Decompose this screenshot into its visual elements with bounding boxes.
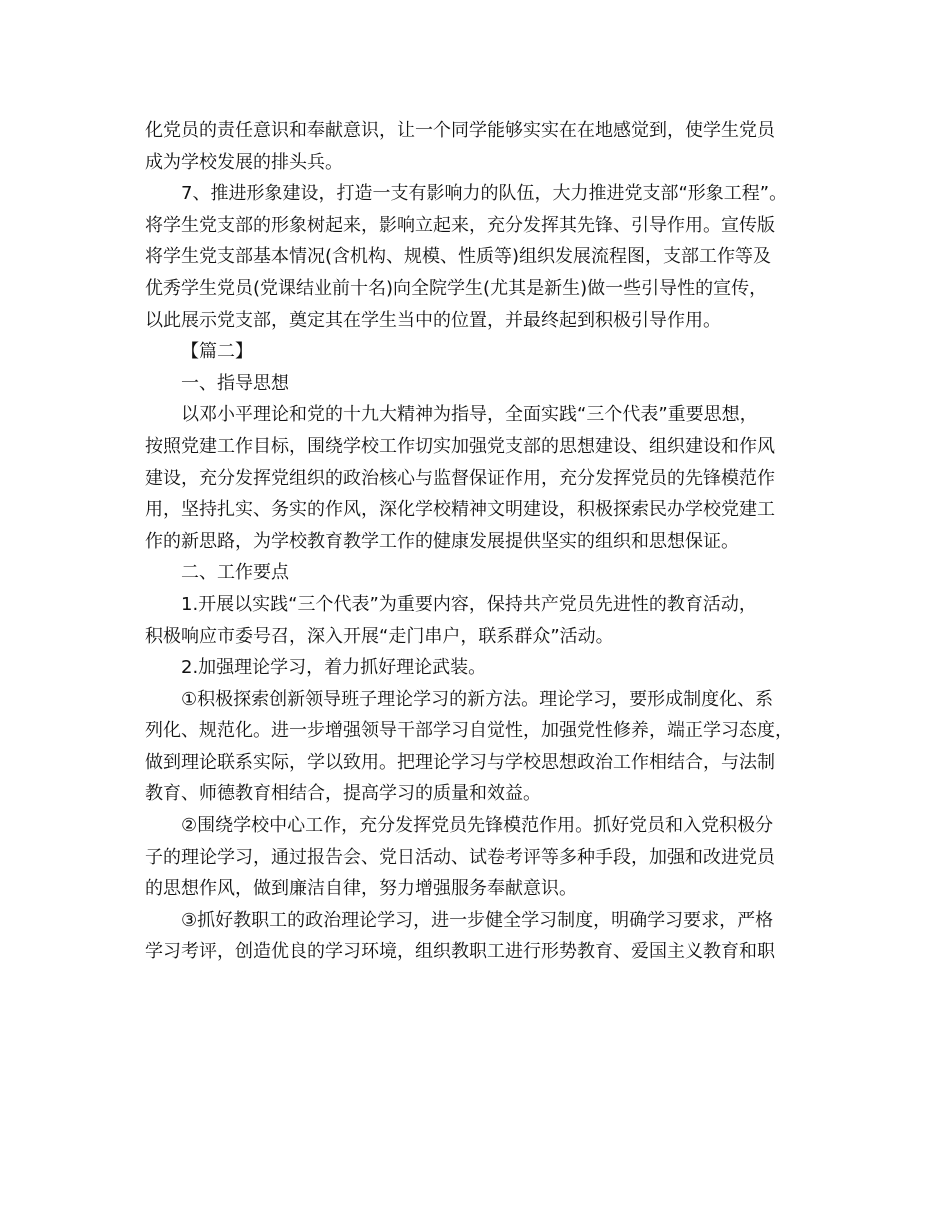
text-line: 子的理论学习，通过报告会、党日活动、试卷考评等多种手段，加强和改进党员 bbox=[145, 846, 775, 868]
paragraph-points-heading bbox=[145, 557, 810, 589]
text-line: 二、工作要点 bbox=[181, 562, 289, 584]
text-line: 将学生党支部基本情况(含机构、规模、性质等)组织发展流程图，支部工作等及 bbox=[145, 246, 772, 268]
text-line: 化党员的责任意识和奉献意识，让一个同学能够实实在在地感觉到，使学生党员 bbox=[145, 120, 775, 141]
text-line: 列化、规范化。进一步增强领导干部学习自觉性，加强党性修养，端正学习态度， bbox=[145, 720, 793, 742]
text-line: 的思想作风，做到廉洁自律，努力增强服务奉献意识。 bbox=[145, 878, 577, 900]
text-line: 以邓小平理论和党的十九大精神为指导，全面实践“三个代表”重要思想， bbox=[181, 404, 758, 426]
text-line: 2.加强理论学习，着力抓好理论武装。 bbox=[181, 657, 487, 679]
paragraph-point2 bbox=[145, 652, 810, 684]
text-line: 以此展示党支部，奠定其在学生当中的位置，并最终起到积极引导作用。 bbox=[145, 309, 721, 331]
text-line: 学习考评，创造优良的学习环境，组织教职工进行形势教育、爱国主义教育和职 bbox=[145, 941, 775, 963]
text-line: ②围绕学校中心工作，充分发挥党员先锋模范作用。抓好党员和入党积极分 bbox=[181, 815, 774, 837]
text-line: 一、指导思想 bbox=[181, 372, 289, 394]
text-line: 【篇二】 bbox=[181, 341, 253, 363]
text-line: 成为学校发展的排头兵。 bbox=[145, 151, 343, 173]
paragraph-sub2 bbox=[145, 810, 810, 905]
paragraph-7 bbox=[145, 178, 810, 336]
text-line: 将学生党支部的形象树起来，影响立起来，充分发挥其先锋、引导作用。宣传版 bbox=[145, 214, 775, 236]
text-line: 建设，充分发挥党组织的政治核心与监督保证作用，充分发挥党员的先锋模范作 bbox=[145, 467, 775, 489]
text-line: 做到理论联系实际，学以致用。把理论学习与学校思想政治工作相结合，与法制 bbox=[145, 751, 775, 773]
text-line: 优秀学生党员(党课结业前十名)向全院学生(尤其是新生)做一些引导性的宣传， bbox=[145, 277, 768, 299]
text-line: 积极响应市委号召，深入开展“走门串户，联系群众”活动。 bbox=[145, 625, 614, 647]
text-line: ③抓好教职工的政治理论学习，进一步健全学习制度，明确学习要求，严格 bbox=[181, 909, 774, 931]
paragraph-guide-heading bbox=[145, 368, 810, 400]
paragraph-sub3 bbox=[145, 905, 810, 968]
paragraph-continued bbox=[145, 115, 810, 178]
text-line: 按照党建工作目标，围绕学校工作切实加强党支部的思想建设、组织建设和作风 bbox=[145, 435, 775, 457]
text-line: 用，坚持扎实、务实的作风，深化学校精神文明建设，积极探索民办学校党建工 bbox=[145, 499, 775, 521]
paragraph-point1 bbox=[145, 589, 810, 652]
text-line: ①积极探索创新领导班子理论学习的新方法。理论学习，要形成制度化、系 bbox=[181, 688, 774, 710]
paragraph-sub1 bbox=[145, 684, 810, 810]
text-line: 教育、师德教育相结合，提高学习的质量和效益。 bbox=[145, 783, 541, 805]
paragraph-guide bbox=[145, 399, 810, 557]
text-line: 作的新思路，为学校教育教学工作的健康发展提供坚实的组织和思想保证。 bbox=[145, 530, 739, 552]
text-line: 1.开展以实践“三个代表”为重要内容，保持共产党员先进性的教育活动， bbox=[181, 593, 757, 615]
paragraph-section2 bbox=[145, 336, 810, 368]
document-body bbox=[145, 115, 810, 968]
text-line: 7、推进形象建设，打造一支有影响力的队伍，大力推进党支部“形象工程”。 bbox=[181, 183, 788, 205]
